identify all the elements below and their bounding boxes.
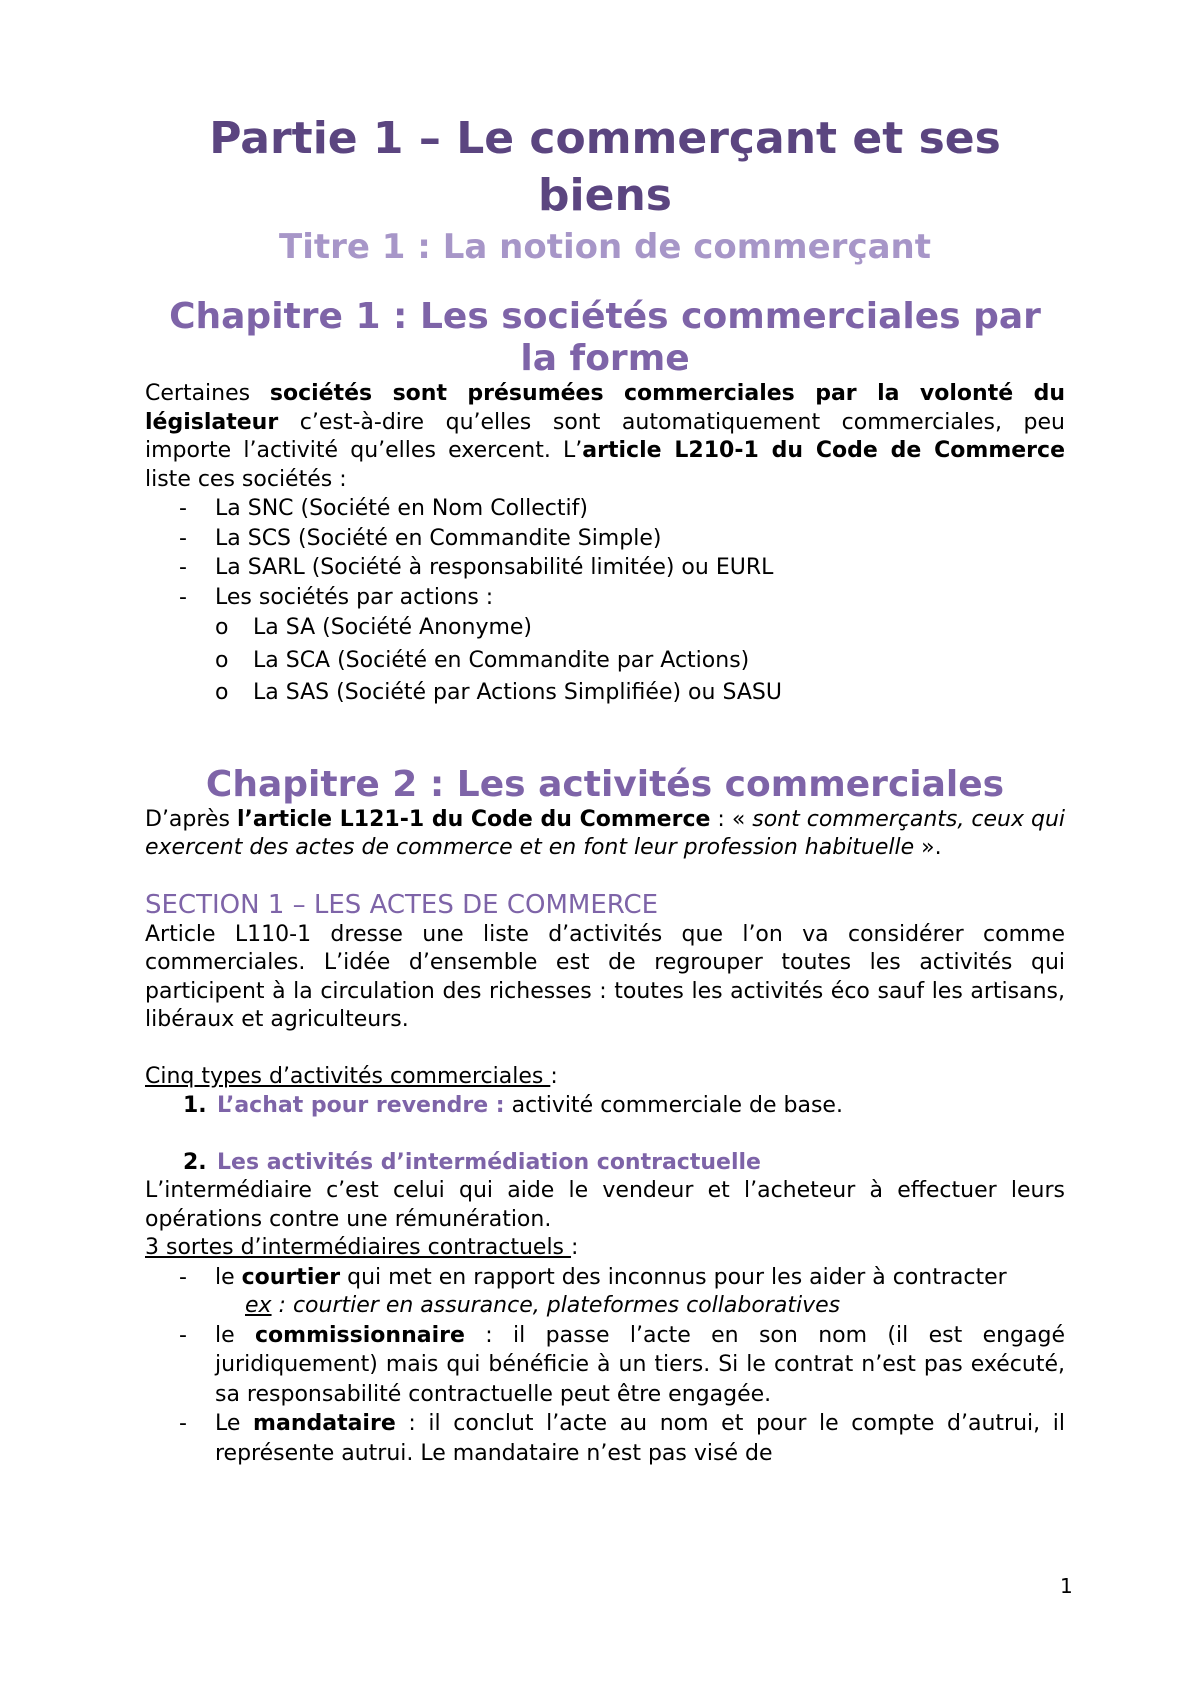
section-1-paragraph: Article L110-1 dresse une liste d’activités que l’on va considérer comme commerciales. L’idée d’ensemble est de regrouper toutes les activités qui participent à la circulation des richesses : toutes les activités éco sauf les artisans, libéraux et agriculteurs.	[145, 921, 1065, 1032]
titre-heading: Titre 1 : La notion de commerçant	[279, 227, 931, 267]
societes-par-actions-sublist	[215, 612, 1065, 710]
sublist-item: o La SCA (Société en Commandite par Actions)	[253, 645, 1065, 678]
list-item: - La SARL (Société à responsabilité limitée) ou EURL	[215, 553, 1065, 583]
sublist-item: o La SAS (Société par Actions Simplifiée) ou SASU	[253, 677, 1065, 710]
type-item-1: 1. L’achat pour revendre : activité commerciale de base.	[183, 1093, 843, 1118]
list-item-mandataire: - Le mandataire : il conclut l’acte au nom et pour le compte d’autrui, il représente autrui. Le mandataire n’est pas visé de	[215, 1409, 1065, 1468]
example-line: ex : courtier en assurance, plateformes collaboratives	[245, 1293, 841, 1318]
list-item: - Les sociétés par actions : o La SA (Société Anonyme) o La SCA (Société en Commandite par Actions) o La SAS (Société par Actions Simplifiée) ou SASU	[215, 583, 1065, 710]
chapitre-1-heading: Chapitre 1 : Les sociétés commerciales par la forme	[169, 296, 1041, 379]
types-label: Cinq types d’activités commerciales :	[145, 1063, 558, 1089]
list-item-courtier: - le courtier qui met en rapport des inconnus pour les aider à contracter ex : courtier en assurance, plateformes collaboratives	[215, 1263, 1065, 1321]
sublist-item: o La SA (Société Anonyme)	[253, 612, 1065, 645]
section-1-heading: SECTION 1 – LES ACTES DE COMMERCE	[145, 889, 659, 920]
document-page	[145, 110, 1065, 1468]
intermediaire-paragraph: L’intermédiaire c’est celui qui aide le vendeur et l’acheteur à effectuer leurs opérations contre une rémunération.	[145, 1178, 1065, 1232]
part-title: Partie 1 – Le commerçant et ses biens	[209, 113, 1001, 221]
list-item: - La SNC (Société en Nom Collectif)	[215, 494, 1065, 524]
chapitre-2-intro: D’après l’article L121-1 du Code du Commerce : « sont commerçants, ceux qui exercent des actes de commerce et en font leur profession habituelle ».	[145, 806, 1066, 860]
type-item-2: 2. Les activités d’intermédiation contractuelle	[183, 1150, 761, 1175]
list-item: - La SCS (Société en Commandite Simple)	[215, 524, 1065, 554]
list-item-commissionnaire: - le commissionnaire : il passe l’acte en son nom (il est engagé juridiquement) mais qui bénéficie à un tiers. Si le contrat n’est pas exécuté, sa responsabilité contractuelle peut être engagée.	[215, 1321, 1065, 1410]
societes-list	[145, 494, 1065, 710]
sortes-label: 3 sortes d’intermédiaires contractuels :	[145, 1235, 579, 1260]
chapitre-2-heading: Chapitre 2 : Les activités commerciales	[205, 763, 1005, 805]
chapitre-1-intro: Certaines sociétés sont présumées commerciales par la volonté du législateur c’est-à-dire qu’elles sont automatiquement commerciales, peu importe l’activité qu’elles exercent. L’article L210-1 du Code de Commerce liste ces sociétés :	[145, 381, 1065, 492]
intermediaires-list	[145, 1263, 1065, 1469]
page-number: 1	[1060, 1574, 1073, 1598]
